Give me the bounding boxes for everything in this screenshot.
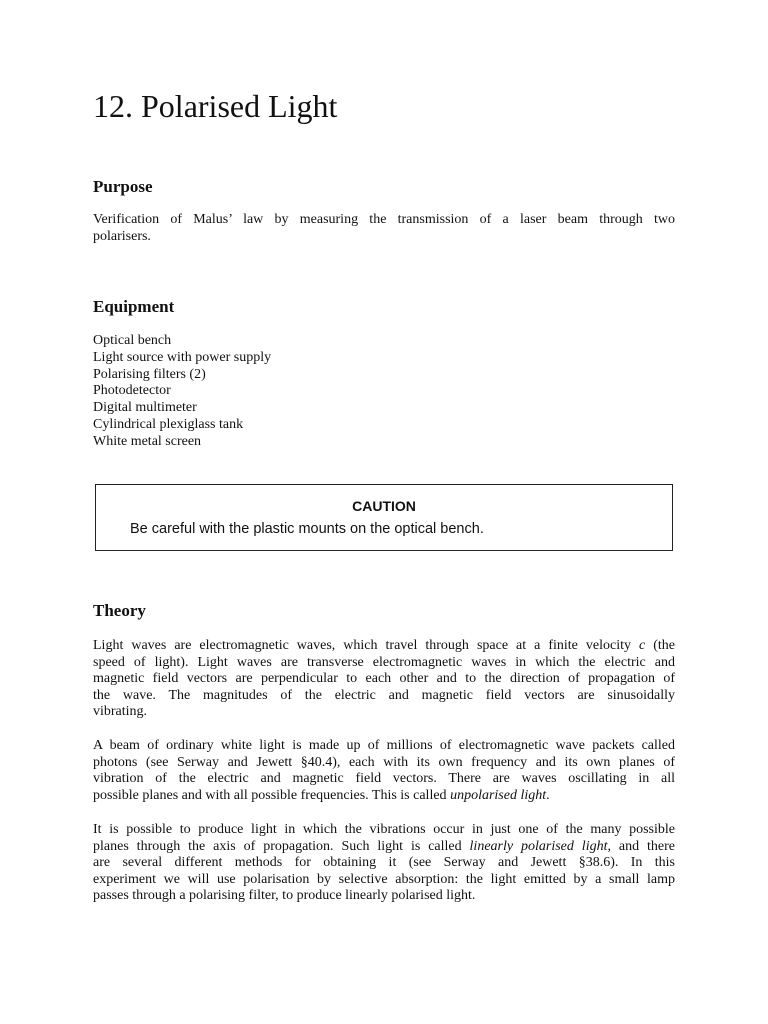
italic-text: c [639, 638, 646, 653]
purpose-line: Verification of Malus’ law by measuring the transmission of a laser beam through two [93, 212, 675, 227]
theory-line: experiment we will use polarisation by selective absorption: the light emitted by a small lamp [93, 871, 675, 887]
theory-line: photons (see Serway and Jewett §40.4), each with its own frequency and its own planes of [93, 754, 675, 770]
theory-line: A beam of ordinary white light is made up of millions of electromagnetic wave packets called [93, 738, 675, 753]
theory-paragraph-2 [93, 738, 675, 804]
equipment-item: Optical bench [93, 333, 172, 348]
theory-line: vibrating. [93, 704, 148, 720]
theory-line: It is possible to produce light in which the vibrations occur in just one of the many possible [93, 822, 675, 837]
text-run: . [546, 787, 550, 803]
page-title: 12. Polarised Light [93, 88, 338, 124]
equipment-item: Photodetector [93, 383, 171, 399]
caution-text: Be careful with the plastic mounts on the optical bench. [130, 521, 484, 537]
equipment-item: Light source with power supply [93, 349, 272, 365]
text-run: possible planes and with all possible frequencies. This is called [93, 787, 451, 803]
theory-line: are several different methods for obtaining it (see Serway and Jewett §38.6). In this [93, 855, 675, 871]
theory-paragraph-1 [93, 638, 675, 721]
caution-title: CAUTION [352, 498, 416, 514]
purpose-heading: Purpose [93, 177, 153, 196]
purpose-line: polarisers. [93, 228, 151, 244]
theory-line: speed of light). Light waves are transverse electromagnetic waves in which the electric and [93, 654, 675, 670]
caution-box [95, 484, 673, 551]
text-run: (the [645, 638, 675, 653]
equipment-item: Digital multimeter [93, 400, 197, 416]
equipment-item: Polarising filters (2) [93, 366, 206, 382]
theory-line: vibration of the electric and magnetic field vectors. There are waves oscillating in all [93, 771, 675, 787]
equipment-heading: Equipment [93, 297, 175, 316]
theory-line: the wave. The magnitudes of the electric and magnetic field vectors are sinusoidally [93, 687, 675, 703]
equipment-list [93, 333, 271, 451]
theory-paragraph-3 [93, 822, 675, 905]
italic-text: linearly polarised light [469, 838, 608, 854]
text-run: , and there [607, 838, 675, 854]
text-run: planes through the axis of propagation. Such light is called [93, 838, 470, 854]
theory-line [93, 788, 675, 805]
equipment-item: Cylindrical plexiglass tank [93, 416, 244, 432]
equipment-item: White metal screen [93, 433, 202, 449]
theory-line [93, 638, 675, 655]
theory-line: passes through a polarising filter, to produce linearly polarised light. [93, 888, 476, 904]
italic-text: unpolarised light [450, 787, 547, 803]
theory-line [93, 839, 675, 856]
theory-heading: Theory [93, 601, 146, 620]
purpose-paragraph [93, 212, 675, 245]
text-run: Light waves are electromagnetic waves, which travel through space at a finite velocity [93, 638, 639, 653]
theory-line: magnetic field vectors are perpendicular to each other and to the direction of propagation of [93, 671, 675, 687]
